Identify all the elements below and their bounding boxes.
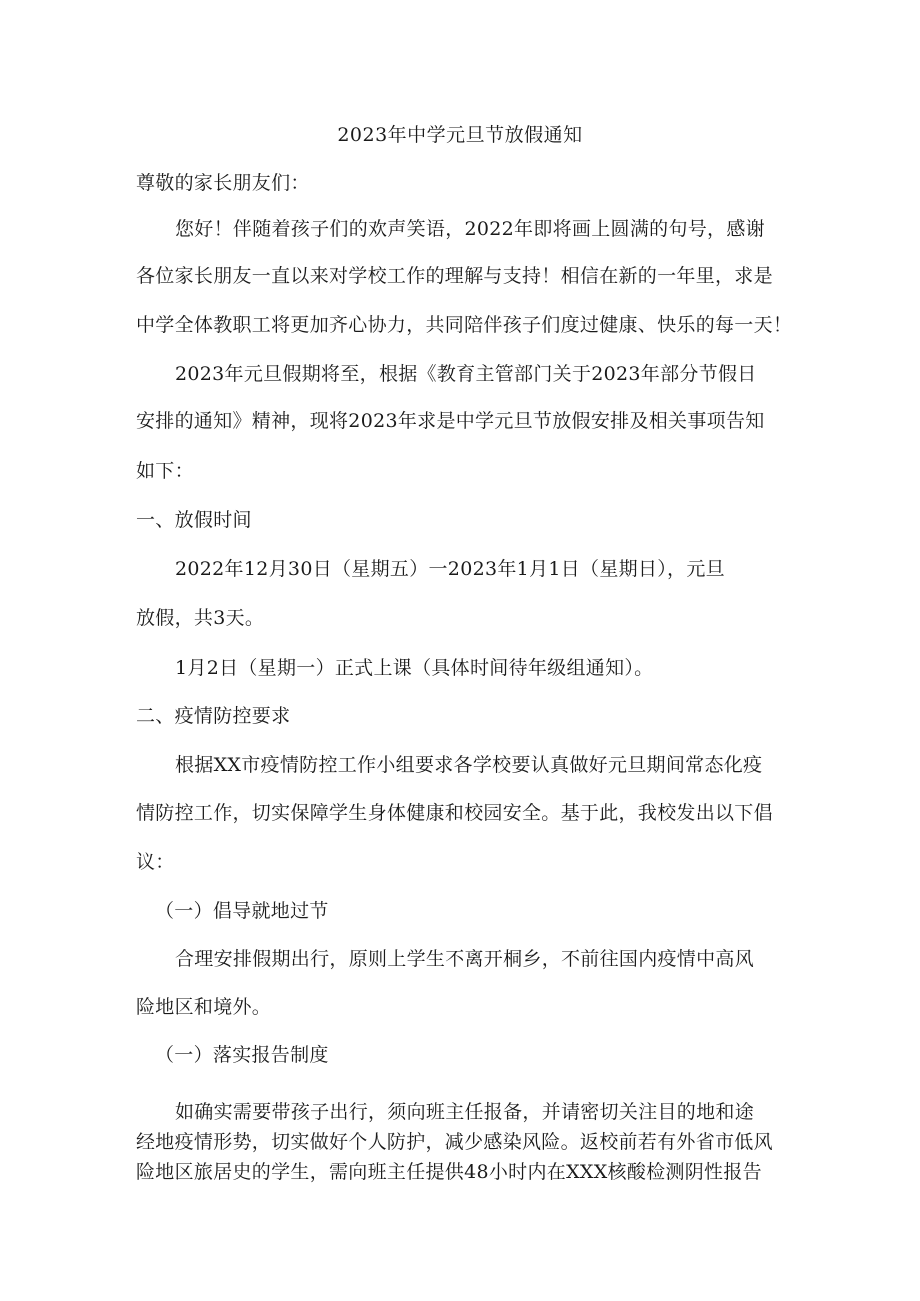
document-title: 2023年中学元旦节放假通知: [337, 124, 583, 146]
paragraph-line: 2023年元旦假期将至，根据《教育主管部门关于2023年部分节假日: [175, 363, 757, 385]
paragraph-line: 各位家长朋友一直以来对学校工作的理解与支持！相信在新的一年里，求是: [136, 265, 773, 287]
paragraph-line: 安排的通知》精神，现将2023年求是中学元旦节放假安排及相关事项告知: [136, 410, 765, 432]
subsection-heading: （一）倡导就地过节: [155, 900, 329, 922]
paragraph-line: 您好！伴随着孩子们的欢声笑语，2022年即将画上圆满的句号，感谢: [175, 218, 765, 240]
paragraph-line: 情防控工作，切实保障学生身体健康和校园安全。基于此，我校发出以下倡: [136, 802, 773, 824]
paragraph-line: 合理安排假期出行，原则上学生不离开桐乡，不前往国内疫情中高风: [175, 948, 755, 970]
subsection-heading: （一）落实报告制度: [155, 1044, 329, 1066]
paragraph-line: 如下：: [136, 460, 194, 482]
paragraph-line: 议：: [136, 851, 175, 873]
paragraph-line: 中学全体教职工将更加齐心协力，共同陪伴孩子们度过健康、快乐的每一天！: [136, 314, 793, 336]
paragraph-line: 2022年12月30日（星期五）一2023年1月1日（星期日），元旦: [175, 558, 725, 580]
paragraph-line: 如确实需要带孩子出行，须向班主任报备，并请密切关注目的地和途: [175, 1101, 755, 1123]
section-heading: 一、放假时间: [136, 509, 252, 531]
paragraph-line: 根据XX市疫情防控工作小组要求各学校要认真做好元旦期间常态化疫: [175, 754, 763, 776]
paragraph-line: 放假，共3天。: [136, 607, 265, 629]
greeting: 尊敬的家长朋友们：: [136, 172, 310, 194]
paragraph-line: 险地区和境外。: [136, 996, 272, 1018]
paragraph-line: 险地区旅居史的学生，需向班主任提供48小时内在XXX核酸检测阴性报告: [136, 1161, 762, 1183]
paragraph-line: 1月2日（星期一）正式上课（具体时间待年级组通知）。: [175, 657, 654, 679]
paragraph-line: 经地疫情形势，切实做好个人防护，减少感染风险。返校前若有外省市低风: [136, 1131, 773, 1153]
section-heading: 二、疫情防控要求: [136, 705, 291, 727]
